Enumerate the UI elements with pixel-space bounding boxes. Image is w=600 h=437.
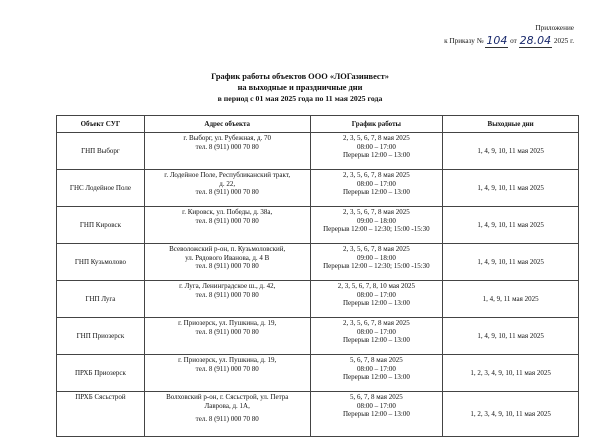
phone-line: тел. 8 (911) 000 70 80 <box>195 216 259 225</box>
work-days: 5, 6, 7, 8 мая 2025 <box>350 356 403 364</box>
table-row <box>57 170 579 207</box>
table-row <box>57 355 579 392</box>
work-hours: 08:00 – 17:00 <box>356 401 396 410</box>
work-hours: 09:00 – 18:00 <box>356 253 396 262</box>
break-time: Перерыв 12:00 – 13:00 <box>342 336 410 345</box>
column-header-days-off: Выходные дни <box>443 116 579 133</box>
table-header-row <box>57 116 579 133</box>
address-line: д. 22, <box>219 179 236 188</box>
schedule-table <box>56 115 579 437</box>
object-name: ГНС Лодейное Поле <box>57 170 145 207</box>
object-address <box>144 207 310 244</box>
work-days: 2, 3, 5, 6, 7, 8, 10 мая 2025 <box>337 282 415 290</box>
work-schedule <box>310 170 443 207</box>
date-prefix: от <box>510 37 517 45</box>
work-hours: 08:00 – 17:00 <box>356 364 396 373</box>
order-year: 2025 г. <box>553 37 574 45</box>
object-name: ПРХБ Сясьстрой <box>57 392 145 437</box>
days-off: 1, 4, 9, 11 мая 2025 <box>443 281 579 318</box>
object-name: ГНП Выборг <box>57 133 145 170</box>
table-row <box>57 207 579 244</box>
object-address <box>144 281 310 318</box>
object-name: ПРХБ Приозерск <box>57 355 145 392</box>
address-line: Всеволожский р-он, п. Кузьмоловский, <box>169 245 286 253</box>
address-line: ул. Рядового Иванова, д. 4 В <box>185 253 270 262</box>
phone-line: тел. 8 (911) 000 70 80 <box>195 262 259 271</box>
days-off: 1, 2, 3, 4, 9, 10, 11 мая 2025 <box>443 392 579 437</box>
work-hours: 08:00 – 17:00 <box>356 179 396 188</box>
phone-line: тел. 8 (911) 000 70 80 <box>195 364 259 373</box>
address-line: г. Приозерск, ул. Пушкина, д. 19, <box>178 356 277 364</box>
break-time: Перерыв 12:00 – 13:00 <box>342 188 410 197</box>
break-time: Перерыв 12:00 – 13:00 <box>342 373 410 382</box>
break-time: Перерыв 12:00 – 12:30; 15:00 -15:30 <box>323 262 430 271</box>
work-schedule <box>310 392 443 437</box>
phone-line: тел. 8 (911) 000 70 80 <box>195 188 259 197</box>
object-name: ГНП Кузьмолово <box>57 244 145 281</box>
object-address <box>144 318 310 355</box>
work-hours: 09:00 – 18:00 <box>356 216 396 225</box>
table-row <box>57 392 579 437</box>
address-line: Волховский р-он, г. Сясьстрой, ул. Петра <box>166 393 289 401</box>
work-days: 5, 6, 7, 8 мая 2025 <box>350 393 403 401</box>
object-name: ГНП Луга <box>57 281 145 318</box>
days-off: 1, 2, 3, 4, 9, 10, 11 мая 2025 <box>443 355 579 392</box>
work-days: 2, 3, 5, 6, 7, 8 мая 2025 <box>343 171 410 179</box>
title-line-3: в период с 01 мая 2025 года по 11 мая 2025 года <box>217 94 383 103</box>
days-off: 1, 4, 9, 10, 11 мая 2025 <box>443 244 579 281</box>
table-row <box>57 133 579 170</box>
work-schedule <box>310 318 443 355</box>
title-line-2: на выходные и праздничные дни <box>237 83 363 92</box>
column-header-address: Адрес объекта <box>144 116 310 133</box>
object-address <box>144 133 310 170</box>
address-line: г. Приозерск, ул. Пушкина, д. 19, <box>178 319 277 327</box>
object-address <box>144 244 310 281</box>
days-off: 1, 4, 9, 10, 11 мая 2025 <box>443 133 579 170</box>
object-address <box>144 392 310 437</box>
phone-line: тел. 8 (911) 000 70 80 <box>195 415 259 424</box>
break-time: Перерыв 12:00 – 13:00 <box>342 299 410 308</box>
object-name: ГНП Кировск <box>57 207 145 244</box>
address-line: г. Лодейное Поле, Республиканский тракт, <box>164 171 291 179</box>
work-days: 2, 3, 5, 6, 7, 8 мая 2025 <box>343 319 410 327</box>
days-off: 1, 4, 9, 10, 11 мая 2025 <box>443 170 579 207</box>
break-time: Перерыв 12:00 – 12:30; 15:00 -15:30 <box>323 225 430 234</box>
work-hours: 08:00 – 17:00 <box>356 142 396 151</box>
work-days: 2, 3, 5, 6, 7, 8 мая 2025 <box>343 245 410 253</box>
break-time: Перерыв 12:00 – 13:00 <box>342 151 410 160</box>
phone-line: тел. 8 (911) 000 70 80 <box>195 327 259 336</box>
document-title <box>0 71 600 104</box>
appendix-label: Приложение <box>535 24 574 32</box>
object-name: ГНП Приозерск <box>57 318 145 355</box>
address-line: Лаврова, д. 1А, <box>204 401 250 410</box>
appendix-header <box>444 23 574 48</box>
work-days: 2, 3, 5, 6, 7, 8 мая 2025 <box>343 208 410 216</box>
title-line-1: График работы объектов ООО «ЛОГазинвест» <box>211 72 389 81</box>
table-row <box>57 318 579 355</box>
column-header-object: Объект СУГ <box>57 116 145 133</box>
work-hours: 08:00 – 17:00 <box>356 290 396 299</box>
order-number: 104 <box>486 34 508 47</box>
days-off: 1, 4, 9, 10, 11 мая 2025 <box>443 207 579 244</box>
phone-line: тел. 8 (911) 000 70 80 <box>195 142 259 151</box>
work-schedule <box>310 244 443 281</box>
table-row <box>57 281 579 318</box>
object-address <box>144 170 310 207</box>
order-date: 28.04 <box>519 34 552 47</box>
order-reference <box>444 34 574 48</box>
address-line: г. Выборг, ул. Рубежная, д. 70 <box>183 134 272 142</box>
address-line: г. Кировск, ул. Победы, д. 38а, <box>182 208 273 216</box>
work-schedule <box>310 133 443 170</box>
table-row <box>57 244 579 281</box>
column-header-schedule: График работы <box>310 116 443 133</box>
work-schedule <box>310 281 443 318</box>
work-days: 2, 3, 5, 6, 7, 8 мая 2025 <box>343 134 410 142</box>
days-off: 1, 4, 9, 10, 11 мая 2025 <box>443 318 579 355</box>
object-address <box>144 355 310 392</box>
phone-line: тел. 8 (911) 000 70 80 <box>195 290 259 299</box>
break-time: Перерыв 12:00 – 13:00 <box>342 410 410 419</box>
order-prefix: к Приказу № <box>444 37 484 45</box>
work-schedule <box>310 355 443 392</box>
work-schedule <box>310 207 443 244</box>
address-line: г. Луга, Ленинградское ш., д. 42, <box>179 282 276 290</box>
work-hours: 08:00 – 17:00 <box>356 327 396 336</box>
